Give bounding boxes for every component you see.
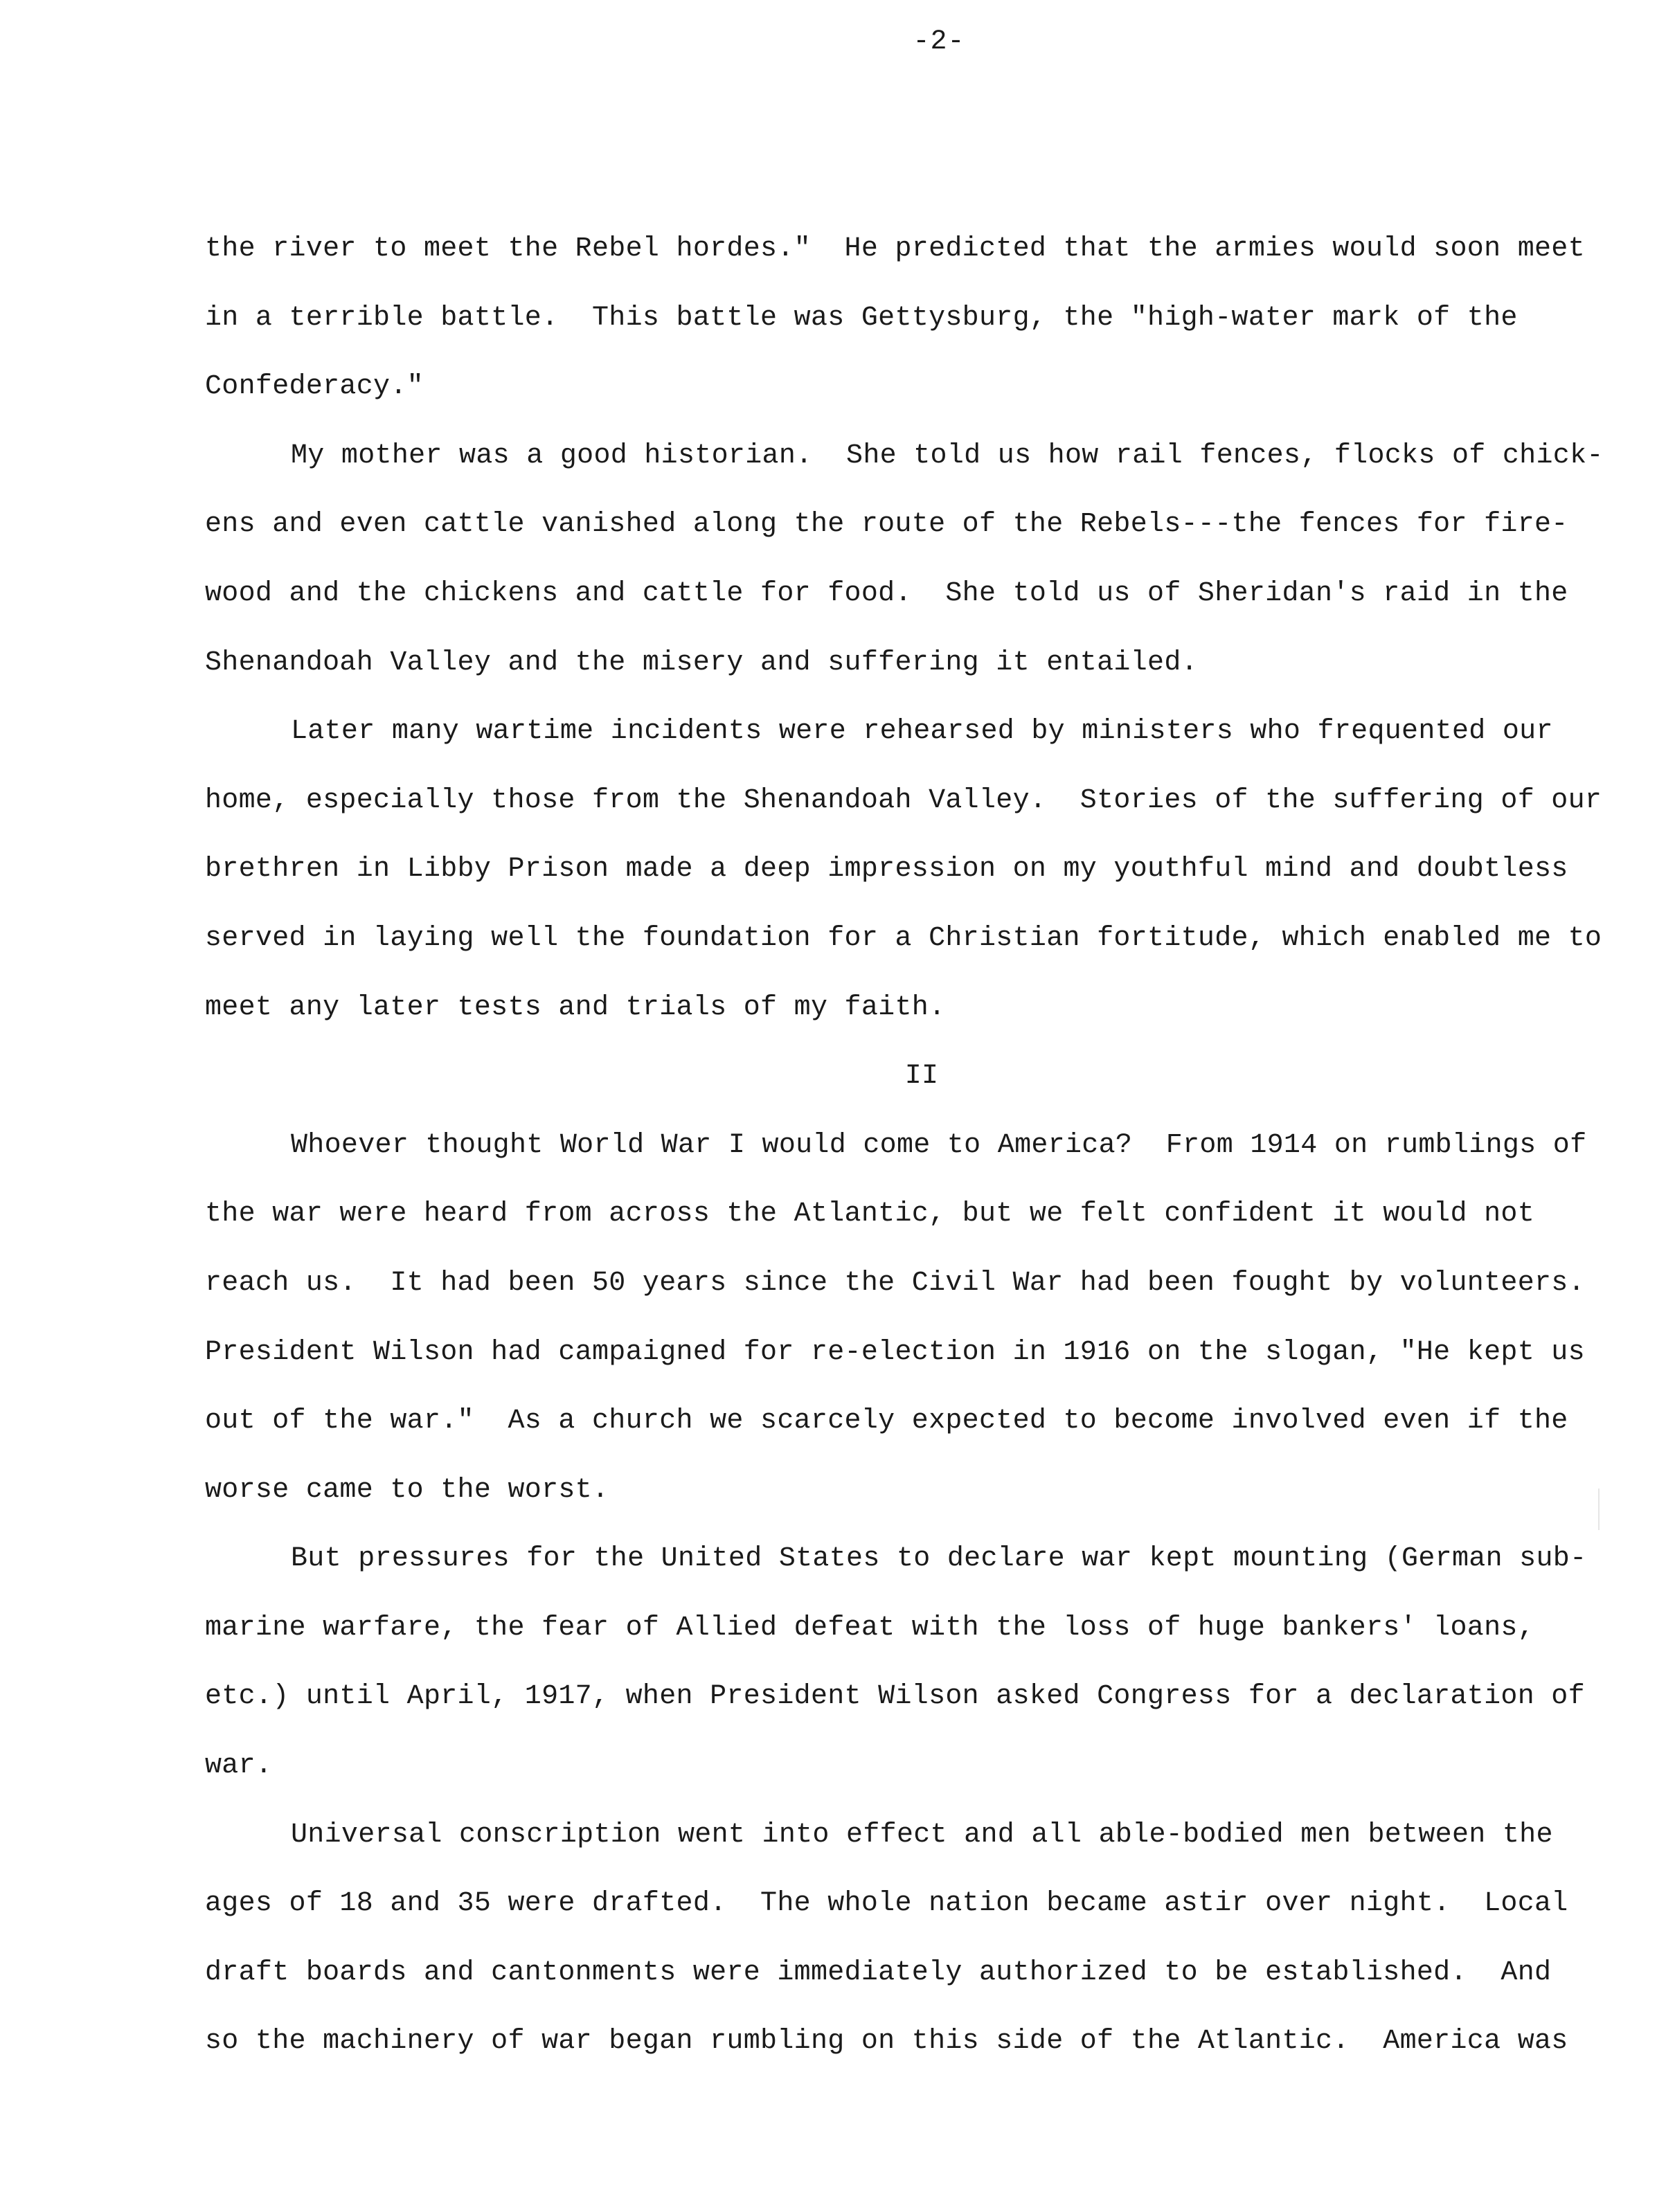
text-line: worse came to the worst.: [205, 1474, 609, 1506]
text-line: brethren in Libby Prison made a deep impression on my youthful mind and doubtless: [205, 854, 1568, 885]
text-line: the river to meet the Rebel hordes." He predicted that the armies would soon meet: [205, 233, 1585, 264]
text-line: war.: [205, 1750, 273, 1782]
document-body: [205, 215, 1611, 2076]
text-line: etc.) until April, 1917, when President Wilson asked Congress for a declaration of: [205, 1681, 1585, 1713]
text-line: Universal conscription went into effect and all able-bodied men between the: [291, 1819, 1553, 1851]
text-line: the war were heard from across the Atlantic, but we felt confident it would not: [205, 1198, 1535, 1230]
text-line: wood and the chickens and cattle for food. She told us of Sheridan's raid in the: [205, 577, 1568, 609]
text-line: so the machinery of war began rumbling on this side of the Atlantic. America was: [205, 2026, 1568, 2058]
text-line: President Wilson had campaigned for re-election in 1916 on the slogan, "He kept us: [205, 1336, 1585, 1368]
text-line: draft boards and cantonments were immediately authorized to be established. And: [205, 1957, 1552, 1988]
text-line: Later many wartime incidents were rehearsed by ministers who frequented our: [291, 716, 1553, 748]
text-line: ages of 18 and 35 were drafted. The whole nation became astir over night. Local: [205, 1888, 1568, 1920]
text-line: But pressures for the United States to declare war kept mounting (German sub-: [291, 1543, 1587, 1575]
text-line: Confederacy.": [205, 371, 424, 403]
text-line: served in laying well the foundation for a Christian fortitude, which enabled me to: [205, 922, 1602, 954]
text-line: ens and even cattle vanished along the route of the Rebels---the fences for fire-: [205, 509, 1568, 541]
text-line: marine warfare, the fear of Allied defeat with the loss of huge bankers' loans,: [205, 1612, 1535, 1644]
text-line: Shenandoah Valley and the misery and suffering it entailed.: [205, 647, 1198, 678]
section-heading: II: [904, 1061, 939, 1092]
text-line: in a terrible battle. This battle was Gettysburg, the "high-water mark of the: [205, 302, 1518, 334]
text-line: Whoever thought World War I would come to America? From 1914 on rumblings of: [291, 1129, 1587, 1161]
text-line: My mother was a good historian. She told us how rail fences, flocks of chick-: [291, 440, 1604, 471]
text-line: meet any later tests and trials of my faith.: [205, 991, 946, 1023]
text-line: out of the war." As a church we scarcely expected to become involved even if the: [205, 1405, 1568, 1437]
text-line: reach us. It had been 50 years since the Civil War had been fought by volunteers.: [205, 1267, 1585, 1299]
scan-mark: [1598, 1489, 1600, 1530]
text-line: home, especially those from the Shenandoah Valley. Stories of the suffering of our: [205, 784, 1602, 816]
page-number: -2-: [913, 26, 965, 57]
